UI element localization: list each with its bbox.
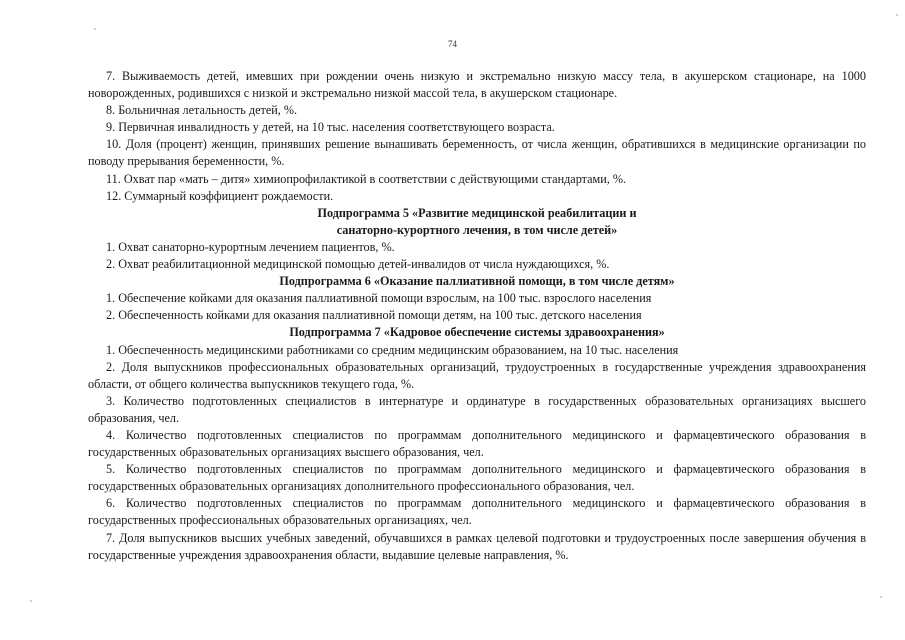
subprogram-heading: Подпрограмма 5 «Развитие медицинской реабилитации и	[317, 205, 637, 220]
indicator-item: 2. Доля выпускников профессиональных образовательных организаций, трудоустроенных в государственные учреждения здравоохранения области, от общего количества выпускников текущего года, %.	[88, 359, 866, 391]
indicator-item: 2. Охват реабилитационной медицинской помощью детей-инвалидов от числа нуждающихся, %.	[106, 257, 610, 272]
indicator-item: 2. Обеспеченность койками для оказания паллиативной помощи детям, на 100 тыс. детского населения	[106, 308, 642, 323]
document-body	[88, 68, 866, 564]
page-number: 74	[448, 39, 457, 49]
indicator-item: 6. Количество подготовленных специалистов по программам дополнительного медицинского и фармацевтического образования в государственных профессиональных образовательных организациях, чел.	[88, 496, 866, 528]
subprogram-heading: Подпрограмма 6 «Оказание паллиативной помощи, в том числе детям»	[279, 274, 675, 289]
indicator-item: 9. Первичная инвалидность у детей, на 10 тыс. населения соответствующего возраста.	[106, 120, 555, 135]
subprogram-heading: санаторно-курортного лечения, в том числе детей»	[336, 222, 618, 237]
indicator-item: 10. Доля (процент) женщин, принявших решение вынашивать беременность, от числа женщин, обратившихся в медицинские организации по поводу прерывания беременности, %.	[88, 137, 866, 169]
indicator-item: 1. Охват санаторно-курортным лечением пациентов, %.	[106, 239, 395, 254]
scan-speck	[94, 28, 96, 30]
subprogram-heading: Подпрограмма 7 «Кадровое обеспечение системы здравоохранения»	[289, 325, 665, 340]
indicator-item: 3. Количество подготовленных специалистов в интернатуре и ординатуре в государственных образовательных организациях высшего образования, чел.	[88, 393, 866, 425]
indicator-item: 7. Выживаемость детей, имевших при рождении очень низкую и экстремально низкую массу тела, в акушерском стационаре, на 1000 новорожденных, родившихся с низкой и экстремально низкой массой тела, в акушерском стационаре.	[88, 69, 866, 101]
indicator-item: 1. Обеспечение койками для оказания паллиативной помощи взрослым, на 100 тыс. взрослого населения	[106, 291, 652, 306]
scan-speck	[880, 596, 882, 598]
scan-speck	[896, 14, 898, 16]
indicator-item: 5. Количество подготовленных специалистов по программам дополнительного медицинского и фармацевтического образования в государственных образовательных организациях дополнительного профессионального образования, чел.	[88, 462, 866, 494]
indicator-item: 11. Охват пар «мать – дитя» химиопрофилактикой в соответствии с действующими стандартами, %.	[106, 171, 627, 186]
indicator-item: 7. Доля выпускников высших учебных заведений, обучавшихся в рамках целевой подготовки и трудоустроенных после завершения обучения в государственные учреждения здравоохранения области, выдавшие целевые направления, %.	[88, 530, 866, 562]
indicator-item: 8. Больничная летальность детей, %.	[106, 103, 298, 118]
scan-speck	[30, 600, 32, 602]
indicator-item: 4. Количество подготовленных специалистов по программам дополнительного медицинского и фармацевтического образования в государственных образовательных организациях высшего образования, чел.	[88, 427, 866, 460]
indicator-item: 1. Обеспеченность медицинскими работниками со средним медицинским образованием, на 10 тыс. населения	[106, 342, 679, 357]
indicator-item: 12. Суммарный коэффициент рождаемости.	[106, 188, 334, 203]
